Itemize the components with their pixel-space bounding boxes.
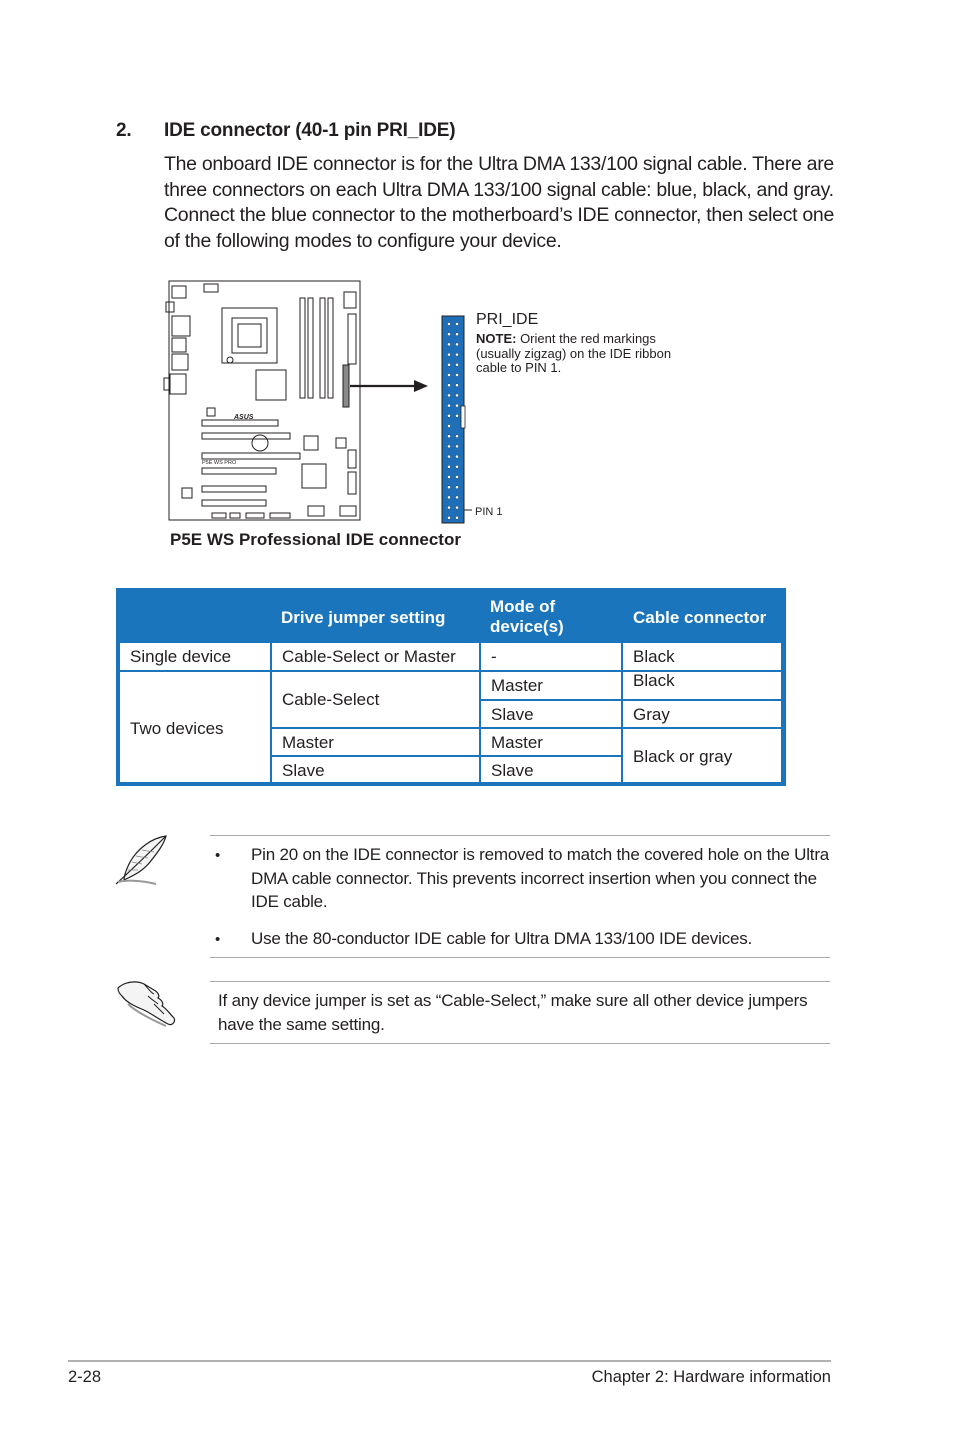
hand-note-bottom-rule [210,1043,830,1044]
connector-pin [447,475,450,478]
motherboard-diagram [160,278,530,528]
note-bullet-1: Pin 20 on the IDE connector is removed to match the covered hole on the Ultra DMA cable connector. This prevents incorrect insertion when you connect the IDE cable. [251,845,830,911]
cell-ms-cable: Black or gray [623,729,781,782]
connector-note [476,332,686,376]
connector-pin [447,363,450,366]
cell-single-cable: Black [623,643,781,670]
connector-pin [455,333,458,336]
connector-pin [447,394,450,397]
section-number: 2. [116,120,132,141]
cell-cs-master-cable: Black [623,672,781,699]
pin1-label: PIN 1 [475,506,503,518]
connector-pin [447,333,450,336]
connector-pin [447,516,450,519]
connector-pin [447,465,450,468]
header-jumper: Drive jumper setting [281,608,446,627]
connector-pin [447,373,450,376]
connector-pin [455,445,458,448]
connector-pin [447,486,450,489]
cell-single-label: Single device [120,643,270,670]
ide-connector-on-board [343,365,349,407]
note-bottom-rule [210,957,830,958]
connector-pin [455,363,458,366]
connector-pin [455,516,458,519]
cell-s-jumper: Slave [272,757,479,782]
bullet-mark-1: • [215,847,221,864]
connector-pin [455,435,458,438]
feather-note-icon [112,832,172,888]
asus-logo: ASUS [234,414,254,421]
connector-pin [455,404,458,407]
diagram-caption: P5E WS Professional IDE connector [170,530,461,549]
note-text: Orient the red markings (usually zigzag) on the IDE ribbon cable to PIN 1. [476,331,672,375]
connector-pin [455,353,458,356]
cell-s-mode: Slave [481,757,621,782]
connector-pin [455,322,458,325]
connector-pin [447,496,450,499]
connector-pin [455,343,458,346]
connector-pin [447,343,450,346]
cell-cs-master-mode: Master [481,672,621,699]
note-bold: NOTE: [476,331,517,346]
connector-pin [455,506,458,509]
connector-pin [447,445,450,448]
board-model-label: P5E WS PRO [202,460,237,466]
footer-rule [68,1360,831,1362]
connector-pin [447,424,450,427]
connector-pin [447,435,450,438]
cell-two-label: Two devices [120,672,270,782]
hand-note-icon [114,974,180,1028]
connector-pin [447,322,450,325]
connector-pin [447,414,450,417]
connector-pin [455,455,458,458]
header-mode: Mode of device(s) [490,597,564,636]
header-cable: Cable connector [633,608,767,627]
connector-pin [455,486,458,489]
chapter-title: Chapter 2: Hardware information [591,1368,831,1386]
connector-pin [447,384,450,387]
connector-pin [455,475,458,478]
bullet-mark-2: • [215,931,221,948]
connector-label: PRI_IDE [476,311,539,328]
section-heading [116,120,455,142]
intro-paragraph: The onboard IDE connector is for the Ultra DMA 133/100 signal cable. There are three connectors on each Ultra DMA 133/100 signal cable: blue, black, and gray. Connect the blue connector to the motherboard’s IDE connector, then select one of the following modes to configure your device. [164,153,835,252]
cell-cs-slave-mode: Slave [481,701,621,727]
note-top-rule [210,835,830,836]
connector-pin [447,353,450,356]
cell-single-mode: - [481,643,621,670]
page-number: 2-28 [68,1368,102,1386]
note-bullet-2: Use the 80-conductor IDE cable for Ultra DMA 133/100 IDE devices. [251,929,753,948]
cell-cs-slave-cable: Gray [623,701,781,727]
connector-pin [455,496,458,499]
connector-pin [447,506,450,509]
connector-pin [455,414,458,417]
connector-pin [455,394,458,397]
connector-pin [455,384,458,387]
hand-note-text: If any device jumper is set as “Cable-Select,” make sure all other device jumpers have the same setting. [218,991,808,1034]
connector-pin [455,373,458,376]
cell-m-mode: Master [481,729,621,755]
section-title: IDE connector (40-1 pin PRI_IDE) [164,120,456,141]
connector-pin [455,465,458,468]
connector-pin [447,404,450,407]
cell-single-jumper: Cable-Select or Master [272,643,479,670]
hand-note-top-rule [210,981,830,982]
cell-m-jumper: Master [272,729,479,755]
connector-pin [447,455,450,458]
cell-cs-jumper: Cable-Select [272,672,479,727]
